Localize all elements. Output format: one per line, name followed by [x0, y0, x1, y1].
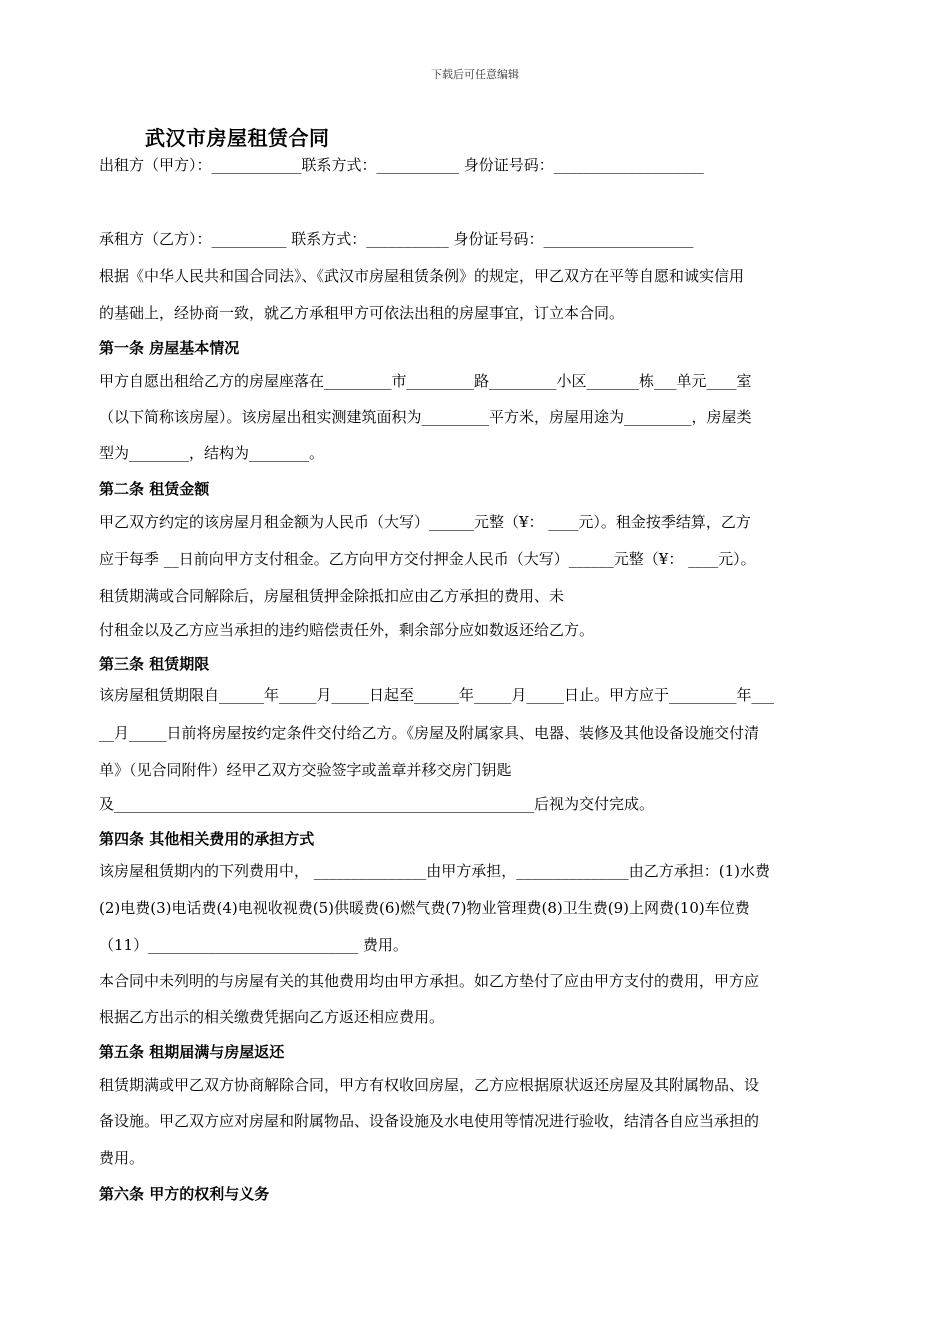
article-heading: 第一条 房屋基本情况	[99, 339, 240, 357]
article-line: 甲方自愿出租给乙方的房屋座落在_________市_________路_________小区_______栋___单元____室	[99, 372, 752, 390]
article-line: 型为________，结构为________。	[99, 444, 325, 462]
article-line: 应于每季 __日前向甲方支付租金。乙方向甲方交付押金人民币（大写）______元整（¥： ____元）。	[99, 550, 756, 568]
article-heading: 第四条 其他相关费用的承担方式	[99, 830, 315, 848]
party-b-line: 承租方（乙方）：__________ 联系方式：___________ 身份证号码：____________________	[99, 230, 694, 248]
header-note: 下载后可任意编辑	[431, 68, 519, 81]
intro-line: 根据《中华人民共和国合同法》、《武汉市房屋租赁条例》的规定，甲乙双方在平等自愿和诚实信用	[99, 267, 745, 285]
article-line: (2)电费(3)电话费(4)电视收视费(5)供暖费(6)燃气费(7)物业管理费(8)卫生费(9)上网费(10)车位费	[99, 899, 750, 917]
article-line: 付租金以及乙方应当承担的违约赔偿责任外，剩余部分应如数返还给乙方。	[99, 621, 595, 639]
article-line: 甲乙双方约定的该房屋月租金额为人民币（大写）______元整（¥： ____元）。租金按季结算，乙方	[99, 513, 751, 531]
article-heading: 第五条 租期届满与房屋返还	[99, 1043, 285, 1061]
article-heading: 第六条 甲方的权利与义务	[99, 1185, 270, 1203]
article-line: 租赁期满或甲乙双方协商解除合同，甲方有权收回房屋，乙方应根据原状返还房屋及其附属物品、设	[99, 1076, 760, 1094]
article-line: 单》（见合同附件）经甲乙双方交验签字或盖章并移交房门钥匙	[99, 761, 512, 779]
article-line: 本合同中未列明的与房屋有关的其他费用均由甲方承担。如乙方垫付了应由甲方支付的费用，甲方应	[99, 972, 760, 990]
article-line: 该房屋租赁期内的下列费用中， _______________由甲方承担，_______________由乙方承担：(1)水费	[99, 862, 771, 880]
article-heading: 第二条 租赁金额	[99, 480, 210, 498]
article-line: 及________________________________________________________后视为交付完成。	[99, 795, 655, 813]
intro-line: 的基础上，经协商一致，就乙方承租甲方可依法出租的房屋事宜，订立本合同。	[99, 304, 625, 322]
article-line: 根据乙方出示的相关缴费凭据向乙方返还相应费用。	[99, 1008, 445, 1026]
party-a-line: 出租方（甲方）：____________联系方式：___________ 身份证号码：____________________	[99, 156, 704, 174]
article-line: __月_____日前将房屋按约定条件交付给乙方。《房屋及附属家具、电器、装修及其他设备设施交付清	[99, 724, 760, 742]
article-line: 租赁期满或合同解除后，房屋租赁押金除抵扣应由乙方承担的费用、未	[99, 587, 565, 605]
article-line: 备设施。甲乙双方应对房屋和附属物品、设备设施及水电使用等情况进行验收，结清各自应当承担的	[99, 1112, 760, 1130]
article-heading: 第三条 租赁期限	[99, 655, 210, 673]
article-line: （11）____________________________ 费用。	[99, 936, 408, 954]
contract-title: 武汉市房屋租赁合同	[145, 126, 330, 150]
article-line: （以下简称该房屋）。该房屋出租实测建筑面积为_________平方米，房屋用途为_________，房屋类	[99, 408, 752, 426]
article-line: 该房屋租赁期限自______年_____月_____日起至______年_____月_____日止。甲方应于_________年___	[99, 686, 775, 704]
article-line: 费用。	[99, 1149, 145, 1167]
